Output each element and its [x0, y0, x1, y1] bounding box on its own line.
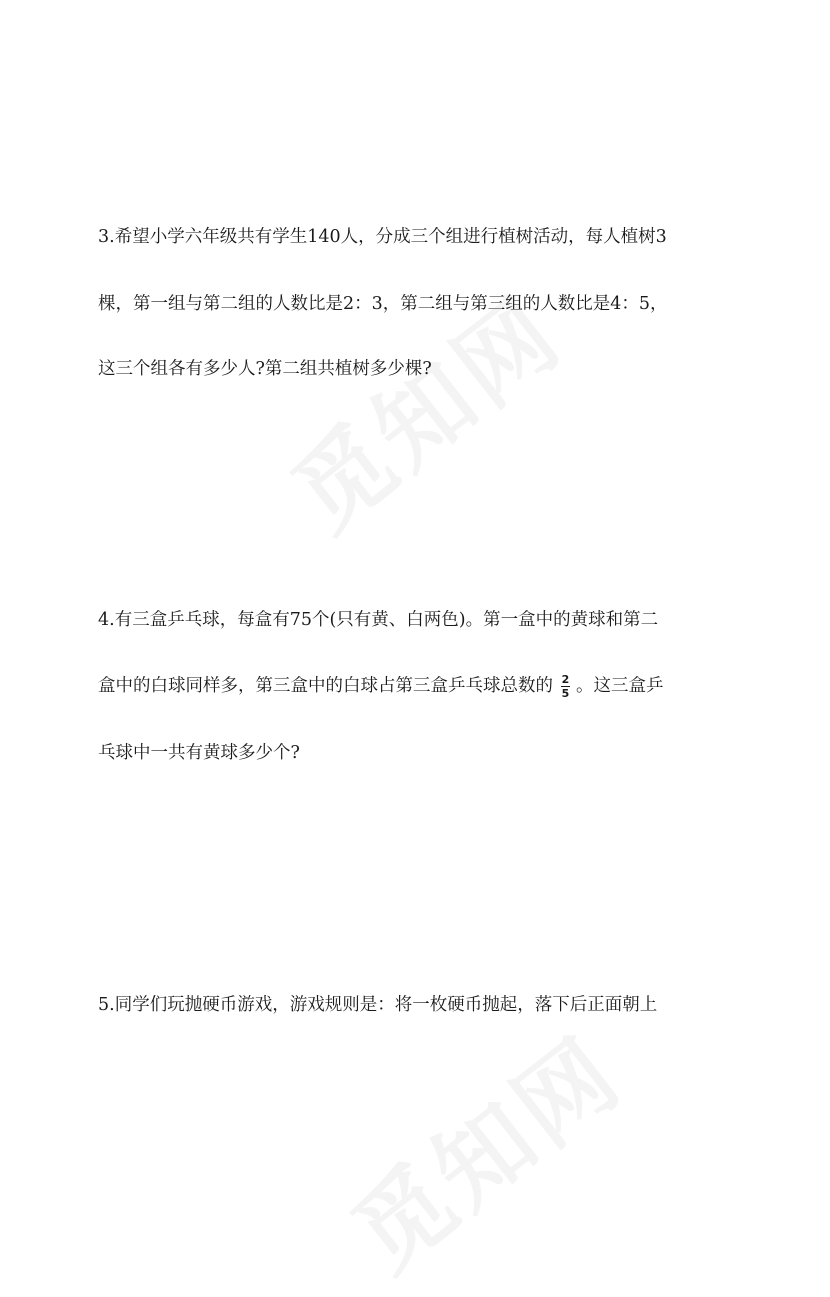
question-3-line-2: 棵，第一组与第二组的人数比是2：3，第二组与第三组的人数比是4：5，	[98, 294, 668, 314]
question-4-line-2-after: 。这三盒乒	[576, 676, 664, 696]
watermark-bottom	[320, 1000, 645, 1296]
question-3-line-3: 这三个组各有多少人?第二组共植树多少棵?	[98, 359, 432, 379]
fraction-two-fifths	[561, 673, 570, 700]
question-4-line-1: 4.有三盒乒乓球，每盒有75个(只有黄、白两色)。第一盒中的黄球和第二	[98, 610, 659, 630]
fraction-denominator: 5	[561, 687, 570, 700]
question-3-line-1: 3.希望小学六年级共有学生140人，分成三个组进行植树活动，每人植树3	[98, 227, 667, 247]
question-5-line-1: 5.同学们玩抛硬币游戏，游戏规则是：将一枚硬币抛起，落下后正面朝上	[98, 995, 658, 1015]
question-4-line-2	[98, 673, 664, 700]
question-4-line-3: 乓球中一共有黄球多少个?	[98, 743, 300, 763]
question-4-line-2-before: 盒中的白球同样多，第三盒中的白球占第三盒乒乓球总数的	[98, 676, 553, 696]
fraction-numerator: 2	[561, 673, 570, 686]
